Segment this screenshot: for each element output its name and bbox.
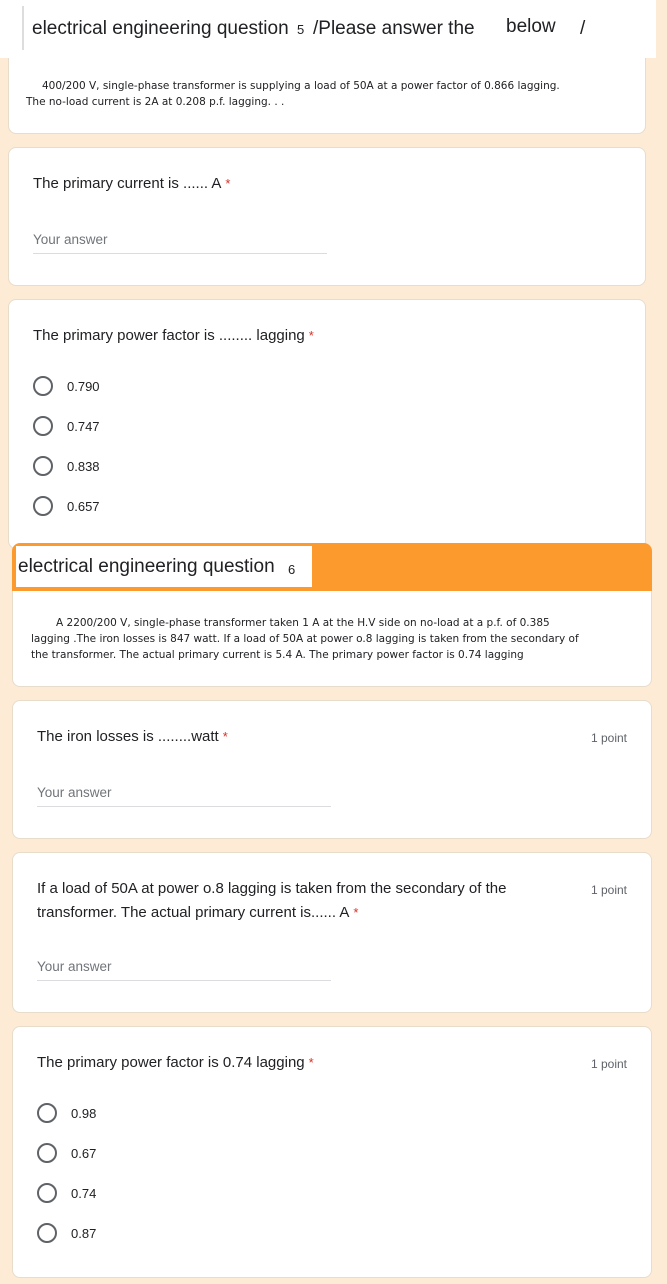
section5-header xyxy=(0,0,656,58)
question-title xyxy=(37,1051,314,1075)
radio-option[interactable] xyxy=(33,456,100,476)
radio-option[interactable] xyxy=(37,1143,96,1163)
question-card-primary-power-factor-6 xyxy=(12,1026,652,1278)
section6-header xyxy=(12,543,652,591)
short-answer-input[interactable]: Your answer xyxy=(33,232,327,254)
radio-button[interactable] xyxy=(37,1223,57,1243)
section5-slash: / xyxy=(580,18,586,39)
question-card-primary-current xyxy=(8,147,646,286)
header-divider xyxy=(22,6,24,50)
radio-button[interactable] xyxy=(37,1103,57,1123)
radio-button[interactable] xyxy=(37,1143,57,1163)
points-label: 1 point xyxy=(590,731,627,745)
required-asterisk: * xyxy=(308,1055,314,1070)
section5-description-card xyxy=(8,58,646,134)
question-card-primary-power-factor xyxy=(8,299,646,549)
required-asterisk: * xyxy=(225,176,231,191)
question-label-line2: transformer. The actual primary current is...... A xyxy=(37,904,350,921)
option-label: 0.98 xyxy=(71,1105,97,1121)
question-label: The primary power factor is ........ lagging xyxy=(33,327,305,344)
section5-title: electrical engineering question xyxy=(32,18,289,39)
radio-button[interactable] xyxy=(37,1183,57,1203)
radio-button[interactable] xyxy=(33,416,53,436)
section6-description-card xyxy=(12,591,652,687)
radio-button[interactable] xyxy=(33,456,53,476)
radio-option[interactable] xyxy=(37,1103,96,1123)
required-asterisk: * xyxy=(353,905,359,920)
section6-title: electrical engineering question xyxy=(18,556,275,577)
section5-below: below xyxy=(506,16,556,37)
option-label: 0.657 xyxy=(67,498,100,514)
question-title xyxy=(33,172,230,196)
option-label: 0.838 xyxy=(67,458,100,474)
question-label-line1: If a load of 50A at power o.8 lagging is taken from the secondary of the xyxy=(37,880,507,897)
question-label: The primary current is ...... A xyxy=(33,175,222,192)
option-label: 0.67 xyxy=(71,1145,97,1161)
required-asterisk: * xyxy=(222,729,228,744)
radio-button[interactable] xyxy=(33,496,53,516)
section6-description-line3: the transformer. The actual primary current is 5.4 A. The primary power factor is 0.74 lagging xyxy=(31,649,524,661)
option-label: 0.74 xyxy=(71,1185,97,1201)
option-label: 0.790 xyxy=(67,378,100,394)
radio-option[interactable] xyxy=(33,376,100,396)
section6-description-line1: A 2200/200 V, single-phase transformer taken 1 A at the H.V side on no-load at a p.f. of 0.385 xyxy=(56,617,550,629)
radio-option[interactable] xyxy=(33,496,100,516)
option-label: 0.747 xyxy=(67,418,100,434)
short-answer-input[interactable]: Your answer xyxy=(37,959,331,981)
section6-number: 6 xyxy=(288,562,296,577)
required-asterisk: * xyxy=(308,328,314,343)
section5-number: 5 xyxy=(297,22,305,37)
question-label: The primary power factor is 0.74 lagging xyxy=(37,1054,305,1071)
question-title xyxy=(37,877,577,925)
question-title xyxy=(33,324,314,348)
question-card-actual-primary-current xyxy=(12,852,652,1013)
radio-option[interactable] xyxy=(37,1223,96,1243)
question-title xyxy=(37,725,228,749)
question-card-iron-losses xyxy=(12,700,652,839)
radio-option[interactable] xyxy=(33,416,100,436)
points-label: 1 point xyxy=(590,1057,627,1071)
short-answer-input[interactable]: Your answer xyxy=(37,785,331,807)
question-label: The iron losses is ........watt xyxy=(37,728,219,745)
points-label: 1 point xyxy=(590,883,627,897)
section6-title-box xyxy=(16,546,312,587)
radio-option[interactable] xyxy=(37,1183,96,1203)
section5-description-line1: 400/200 V, single-phase transformer is supplying a load of 50A at a power factor of 0.866 lagging. xyxy=(42,80,560,92)
radio-button[interactable] xyxy=(33,376,53,396)
section5-description-line2: The no-load current is 2A at 0.208 p.f. lagging. . . xyxy=(26,96,285,108)
section5-title-suffix: /Please answer the xyxy=(313,18,475,39)
option-label: 0.87 xyxy=(71,1225,97,1241)
section6-description-line2: lagging .The iron losses is 847 watt. If a load of 50A at power o.8 lagging is taken from the secondary of xyxy=(31,633,579,645)
